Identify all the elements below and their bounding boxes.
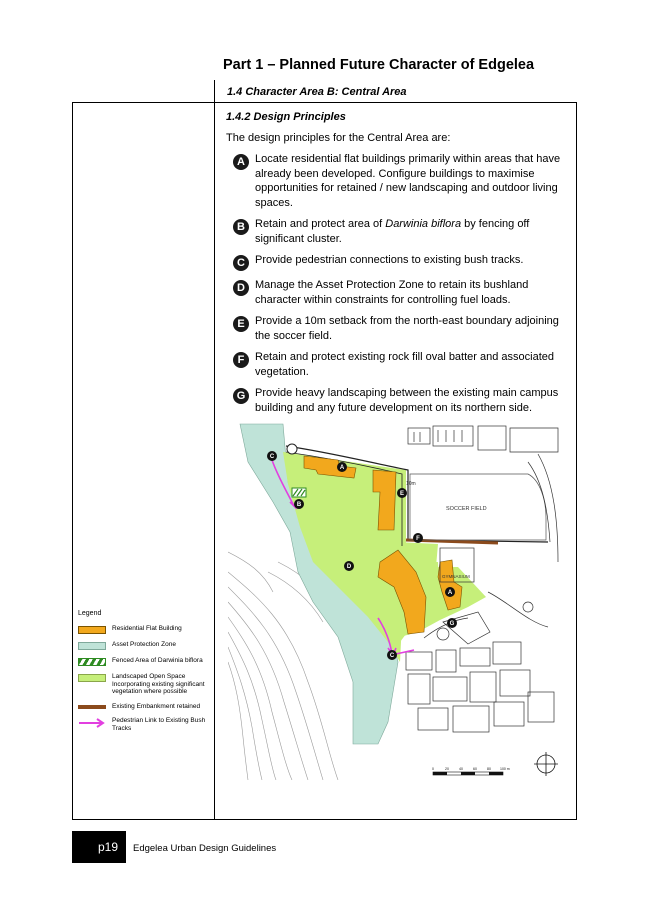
principle-text: Provide heavy landscaping between the existing main campus building and any future development on its northern side. xyxy=(255,387,559,414)
legend-item xyxy=(78,657,212,666)
legend-swatch-apz xyxy=(78,642,106,650)
principle-text-pre: Retain and protect area of xyxy=(255,218,386,230)
marker-c2 xyxy=(387,650,397,660)
scale-tick-0: 0 xyxy=(432,767,434,771)
principle-f xyxy=(233,350,563,379)
legend-swatch-embankment xyxy=(78,705,106,709)
marker-a1 xyxy=(337,462,347,472)
svg-text:A: A xyxy=(339,465,345,472)
site-plan-map xyxy=(228,422,563,780)
legend-label: Pedestrian Link to Existing Bush Tracks xyxy=(112,717,206,732)
svg-text:D: D xyxy=(346,564,352,571)
legend-label: Fenced Area of Darwinia biflora xyxy=(112,657,203,664)
soccer-field-label: SOCCER FIELD xyxy=(446,506,487,512)
page-number: p19 xyxy=(97,840,118,854)
svg-text:F: F xyxy=(416,536,420,543)
principle-text: Provide a 10m setback from the north-east boundary adjoining the soccer field. xyxy=(255,315,559,342)
principles-list xyxy=(233,152,563,422)
legend-item xyxy=(78,673,212,696)
svg-text:E: E xyxy=(399,491,405,498)
scale-tick-60: 60 xyxy=(473,767,477,771)
principle-a xyxy=(233,152,563,210)
principle-badge: B xyxy=(233,219,249,235)
scale-tick-20: 20 xyxy=(445,767,449,771)
pedestrian-arrow-icon xyxy=(78,718,106,728)
principle-c xyxy=(233,253,563,271)
principle-text xyxy=(255,217,563,246)
scale-tick-80: 80 xyxy=(487,767,491,771)
scale-tick-100: 100 m xyxy=(500,767,510,771)
divider xyxy=(214,80,215,102)
principle-text: Provide pedestrian connections to existing bush tracks. xyxy=(255,254,524,266)
svg-text:B: B xyxy=(296,502,302,509)
road-roundabout xyxy=(287,444,297,454)
legend-swatch-open-space xyxy=(78,674,106,682)
legend-swatch-building xyxy=(78,626,106,634)
principle-b xyxy=(233,217,563,246)
principle-badge: D xyxy=(233,280,249,296)
page-number-box xyxy=(72,831,126,863)
legend-item xyxy=(78,717,212,732)
marker-f xyxy=(413,533,423,543)
principle-badge: A xyxy=(233,154,249,170)
principle-text-post: by fencing off significant cluster. xyxy=(255,218,530,245)
principle-d xyxy=(233,278,563,307)
legend-item xyxy=(78,641,212,650)
svg-text:G: G xyxy=(449,621,455,628)
principle-badge: G xyxy=(233,388,249,404)
principle-text: Manage the Asset Protection Zone to retain its bushland character within constraints for controlling fuel loads. xyxy=(255,279,529,306)
column-divider xyxy=(214,102,215,820)
map-legend xyxy=(78,610,212,739)
legend-title: Legend xyxy=(78,610,102,617)
marker-g xyxy=(447,618,457,628)
marker-e xyxy=(397,488,407,498)
svg-text:A: A xyxy=(447,590,453,597)
principle-badge: F xyxy=(233,352,249,368)
legend-swatch-fenced xyxy=(78,658,106,666)
marker-a2 xyxy=(445,587,455,597)
scale-tick-40: 40 xyxy=(459,767,463,771)
species-name: Darwinia biflora xyxy=(385,218,462,230)
legend-label: Landscaped Open Space Incorporating existing significant vegetation where possible xyxy=(112,673,205,695)
principle-badge: E xyxy=(233,316,249,332)
legend-item xyxy=(78,625,212,634)
legend-label: Residential Flat Building xyxy=(112,625,182,632)
principle-g xyxy=(233,386,563,415)
page-title: Part 1 – Planned Future Character of Edgelea xyxy=(223,57,535,73)
marker-b xyxy=(294,499,304,509)
principle-text: Locate residential flat buildings primarily within areas that have already been developed. Configure buildings to maximise opportunities for retained / new landscaping and outdoor living spaces. xyxy=(255,153,561,209)
principle-text: Retain and protect existing rock fill oval batter and associated vegetation. xyxy=(255,351,554,378)
principle-badge: C xyxy=(233,255,249,271)
legend-label: Existing Embankment retained xyxy=(112,702,201,710)
marker-d xyxy=(344,561,354,571)
gymnasium-label: GYMNASIUM xyxy=(442,574,470,579)
document-title: Edgelea Urban Design Guidelines xyxy=(133,843,277,854)
svg-text:C: C xyxy=(389,653,395,660)
principle-e xyxy=(233,314,563,343)
legend-item xyxy=(78,703,212,711)
marker-c1 xyxy=(267,451,277,461)
section-intro: The design principles for the Central Area are: xyxy=(226,132,451,144)
svg-text:C: C xyxy=(269,454,275,461)
legend-label: Asset Protection Zone xyxy=(112,641,176,648)
setback-label: 10m xyxy=(406,481,416,487)
section-heading: 1.4.2 Design Principles xyxy=(226,111,346,123)
section-subtitle: 1.4 Character Area B: Central Area xyxy=(227,86,407,98)
